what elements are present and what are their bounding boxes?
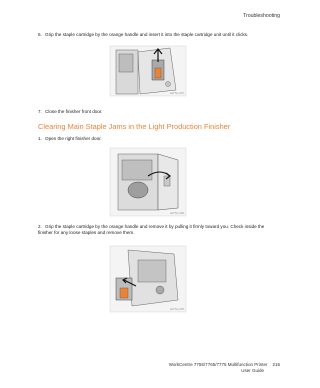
step-7 [38,109,278,115]
running-header: Troubleshooting [242,13,280,19]
finisher-illustration-1 [108,44,188,98]
step-text: Grip the staple cartridge by the orange handle and insert it into the staple cartridge unit until it clicks. [45,32,249,37]
figure-open-right-door [108,146,188,218]
step-1 [38,136,278,142]
figure-insert-staple-cartridge [108,44,188,98]
product-name: WorkCentre 7755/7765/7775 Multifunction Printer [168,362,268,367]
step-number: 6. [38,32,42,37]
step-number: 7. [38,109,42,114]
step-text: Open the right finisher door. [45,136,102,141]
step-2 [38,224,278,237]
page-number: 216 [272,362,280,367]
figure-remove-staple-cartridge [108,244,188,314]
figure-code: wc77xx-172 [170,92,184,95]
page-footer [169,362,280,374]
finisher-illustration-3 [108,244,188,314]
finisher-illustration-2 [108,146,188,218]
step-text: Grip the staple cartridge by the orange handle and remove it by pulling it firmly toward you. Check inside the finisher for any loose staples and remove them. [38,224,265,236]
step-number: 2. [38,224,42,229]
guide-name: User Guide [241,368,264,373]
figure-code: wc77xx-134 [170,212,184,215]
step-text: Close the finisher front door. [45,109,103,114]
step-6 [38,32,278,38]
figure-code: wc77xx-175 [170,308,184,311]
section-heading: Clearing Main Staple Jams in the Light Production Finisher [38,122,231,131]
step-number: 1. [38,136,42,141]
